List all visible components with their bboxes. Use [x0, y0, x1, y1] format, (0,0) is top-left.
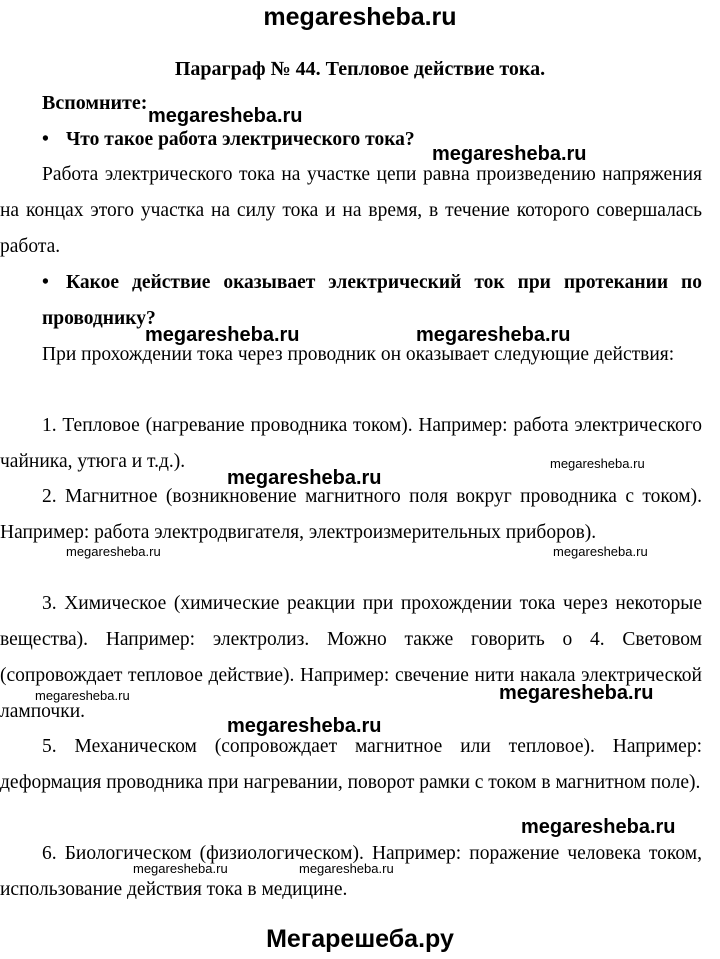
watermark: megaresheba.ru [553, 544, 648, 559]
watermark: megaresheba.ru [35, 688, 130, 703]
list-item: 5. Механическом (сопровождает магнитное или тепловое). Например: деформация проводника при нагревании, поворот рамки с током в магнитном поле). [0, 736, 702, 793]
site-footer-watermark: Мегарешеба.ру [266, 925, 454, 953]
bullet-icon: • [42, 129, 49, 150]
watermark: megaresheba.ru [432, 143, 587, 165]
question-2-text: Какое действие оказывает электрический ток при протекании по проводнику? [42, 272, 702, 329]
bullet-icon: • [42, 272, 49, 293]
site-header-watermark: megaresheba.ru [263, 3, 457, 31]
list-item: 6. Биологическом (физиологическом). Например: поражение человека током, использование действия тока в медицине. [0, 843, 702, 900]
question-2 [42, 265, 702, 337]
list-item: 2. Магнитное (возникновение магнитного поля вокруг проводника с током). Например: работа электродвигателя, электроизмерительных приборов). [0, 486, 702, 543]
question-1-text: Что такое работа электрического тока? [66, 129, 415, 150]
watermark: megaresheba.ru [550, 456, 645, 471]
watermark: megaresheba.ru [299, 861, 394, 876]
watermark: megaresheba.ru [227, 715, 382, 737]
watermark: megaresheba.ru [148, 105, 303, 127]
answer-2-intro: При прохождении тока через проводник он оказывает следующие действия: [42, 344, 675, 365]
watermark: megaresheba.ru [416, 324, 571, 346]
watermark: megaresheba.ru [499, 682, 654, 704]
remember-heading: Вспомните: [42, 92, 148, 114]
watermark: megaresheba.ru [145, 324, 300, 346]
watermark: megaresheba.ru [227, 467, 382, 489]
page-title: Параграф № 44. Тепловое действие тока. [174, 58, 546, 80]
list-item: 3. Химическое (химические реакции при прохождении тока через некоторые вещества). Например: электролиз. Можно также говорить о 4. Световом (сопровождает тепловое действие). Например: свечение нити накала электрической лампочки. [0, 593, 702, 722]
question-1 [42, 122, 702, 158]
answer-1: Работа электрического тока на участке цепи равна произведению напряжения на концах этого участка на силу тока и на время, в течение которого совершалась работа. [0, 164, 702, 257]
watermark: megaresheba.ru [133, 861, 228, 876]
list-item: 1. Тепловое (нагревание проводника током). Например: работа электрического чайника, утюга и т.д.). [0, 415, 702, 472]
watermark: megaresheba.ru [66, 544, 161, 559]
watermark: megaresheba.ru [521, 816, 676, 838]
